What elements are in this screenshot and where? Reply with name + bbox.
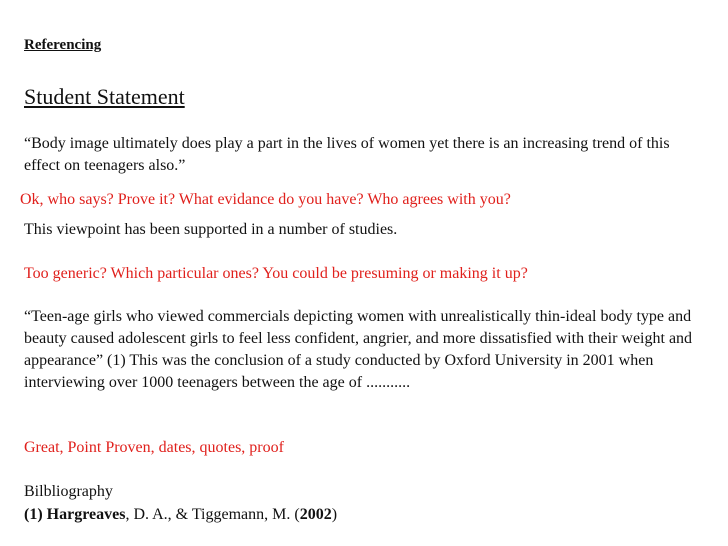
student-statement: This viewpoint has been supported in a number of studies. [24, 221, 398, 238]
bibliography-entry [24, 504, 704, 526]
bibliography-details: , D. A., & Tiggemann, M. ( [125, 506, 300, 523]
bibliography-close: ) [331, 506, 338, 523]
evidence-paragraph: “Teen-age girls who viewed commercials depicting women with unrealistically thin-ideal body type and beauty caused adolescent girls to feel less confident, angrier, and more dissatisfied with their weight and appearance” (1) This was the conclusion of a study conducted by Oxford University in 2001 when interviewing over 1000 teenagers between the age of ........... [24, 308, 693, 391]
feedback-comment-3: Great, Point Proven, dates, quotes, proof [24, 439, 284, 456]
bibliography-title: Bilbliography [24, 483, 113, 500]
feedback-comment-1: Ok, who says? Prove it? What evidance do you have? Who agrees with you? [20, 191, 511, 208]
bibliography-year: 2002 [299, 506, 332, 523]
feedback-comment-2: Too generic? Which particular ones? You could be presuming or making it up? [24, 265, 528, 282]
page-title: Student Statement [24, 84, 185, 109]
section-heading: Referencing [24, 37, 102, 53]
student-quote: “Body image ultimately does play a part in the lives of women yet there is an increasing trend of this effect on teenagers also.” [24, 135, 670, 174]
bibliography-author: (1) Hargreaves [24, 506, 126, 523]
